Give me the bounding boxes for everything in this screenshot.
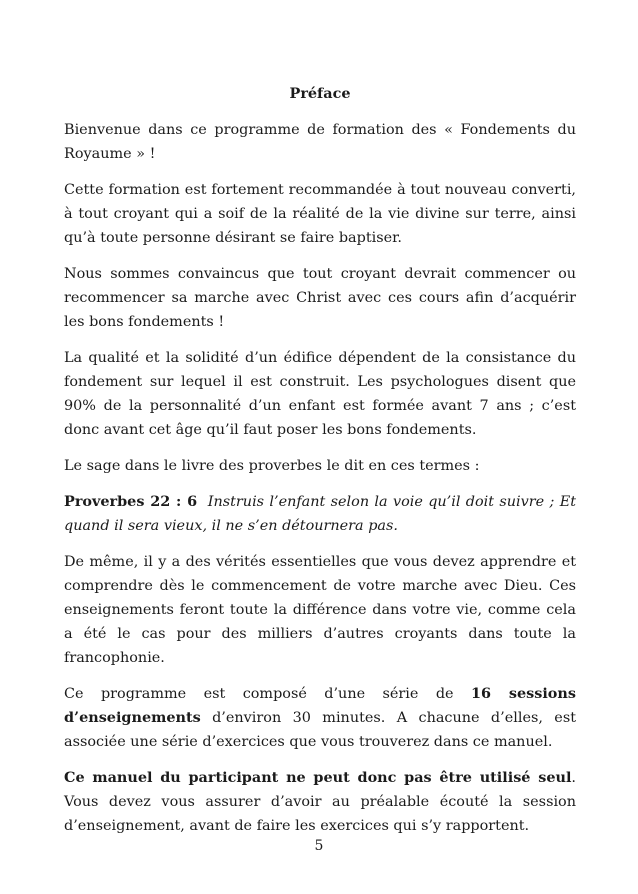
paragraph-proverbs-intro: Le sage dans le livre des proverbes le dit en ces termes : — [64, 458, 480, 474]
paragraph-truths: De même, il y a des vérités essentielles que vous devez apprendre et comprendre dès le commencement de votre marche avec Dieu. Ces enseignements feront toute la différence dans votre vie, comme cela a été le cas pour des milliers d’autres croyants dans toute la francophonie. — [64, 554, 576, 666]
paragraph-foundation: La qualité et la solidité d’un édifice dépendent de la consistance du fondement sur lequel il est construit. Les psychologues disent que 90% de la personnalité d’un enfant est formée avant 7 ans ; c’est donc avant cet âge qu’il faut poser les bons fondements. — [64, 350, 576, 438]
paragraph-program — [64, 682, 576, 754]
page-number: 5 — [314, 838, 324, 854]
document-page — [64, 82, 576, 850]
manual-warning-bold: Ce manuel du participant ne peut donc pas être utilisé seul — [64, 769, 572, 786]
verse-reference: Proverbes 22 : 6 — [64, 493, 198, 510]
program-text-after: d’environ 30 minutes. A chacune d’elles, est associée une série d’exercices que vous trouverez dans ce manuel. — [64, 710, 576, 750]
paragraph-welcome: Bienvenue dans ce programme de formation des « Fondements du Royaume » ! — [64, 122, 576, 162]
page-title: Préface — [289, 85, 351, 102]
paragraph-conviction: Nous sommes convaincus que tout croyant devrait commencer ou recommencer sa marche avec Christ avec ces cours afin d’acquérir les bons fondements ! — [64, 266, 576, 330]
manual-warning-text: . Vous devez vous assurer d’avoir au préalable écouté la session d’enseignement, avant de faire les exercices qui s’y rapportent. — [64, 770, 576, 834]
program-text-before: Ce programme est composé d’une série de — [64, 686, 471, 702]
paragraph-audience: Cette formation est fortement recommandée à tout nouveau converti, à tout croyant qui a soif de la réalité de la vie divine sur terre, ainsi qu’à toute personne désirant se faire baptiser. — [64, 182, 576, 246]
paragraph-manual-warning — [64, 766, 576, 838]
paragraph-verse — [64, 490, 576, 538]
verse-quote: Instruis l’enfant selon la voie qu’il doit suivre ; Et quand il sera vieux, il ne s’en détournera pas. — [64, 494, 576, 534]
program-sessions-count: 16 sessions d’enseignements — [64, 685, 576, 726]
